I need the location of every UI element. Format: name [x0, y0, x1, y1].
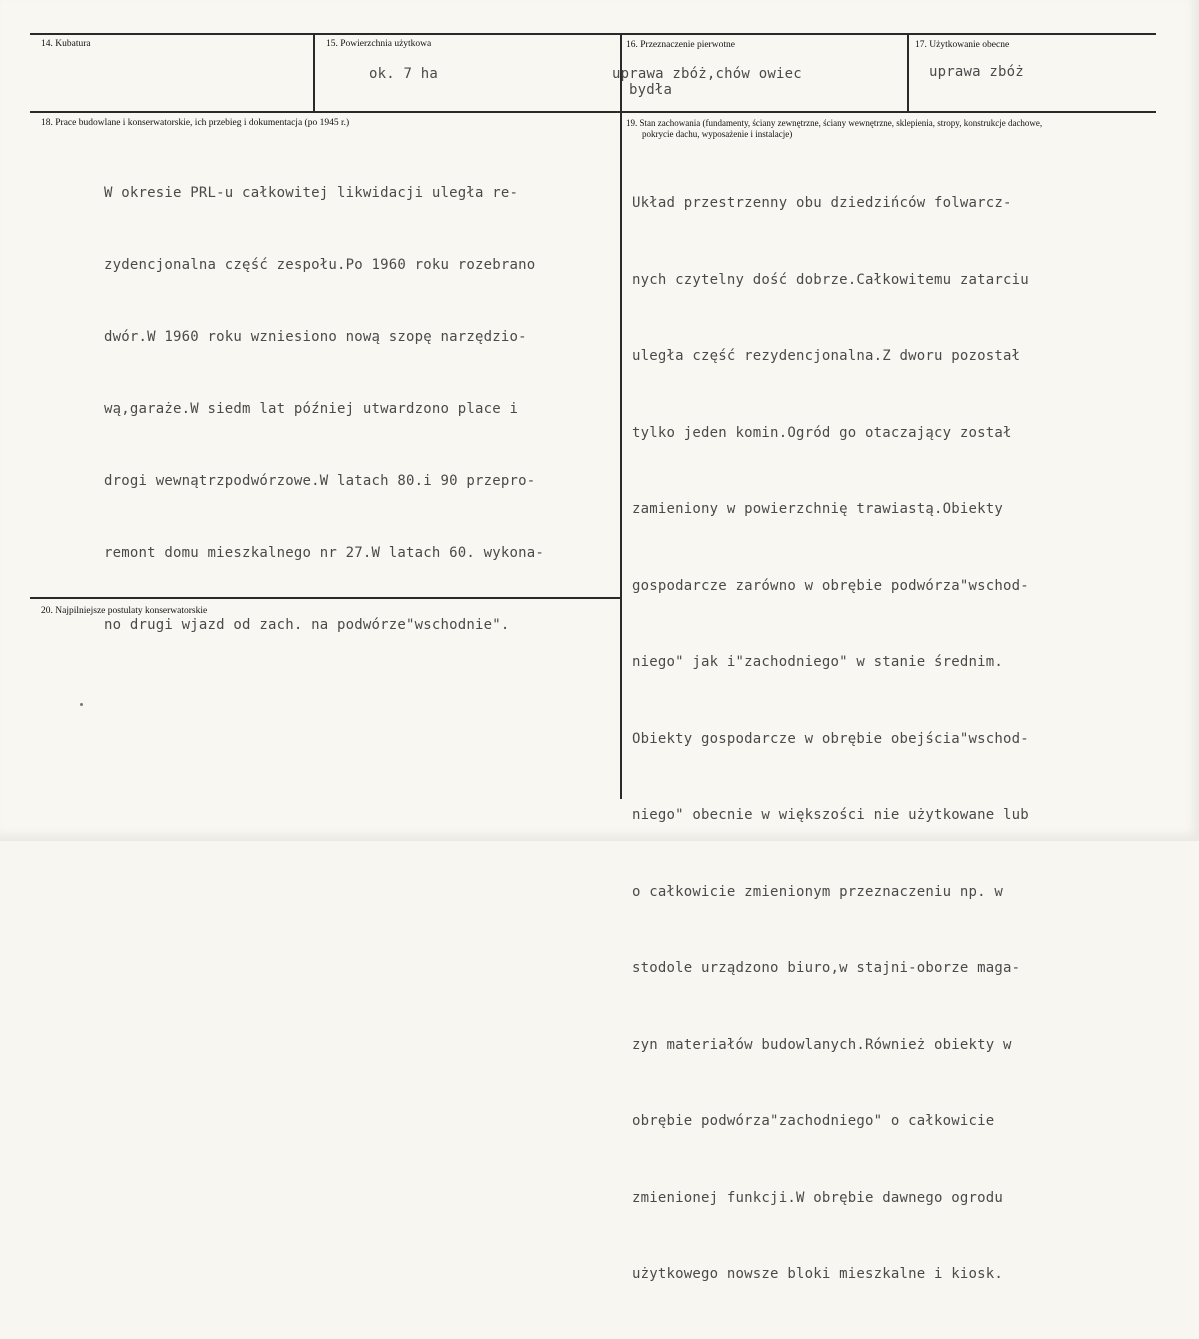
stan-label-line: 19. Stan zachowania (fundamenty, ściany zewnętrzne, ściany wewnętrzne, sklepienia, stropy, konstrukcje dachowe, [626, 118, 1043, 128]
prace-line: wą,garaże.W siedm lat później utwardzono place i [104, 401, 519, 417]
divider-17 [907, 33, 909, 113]
stan-label [626, 118, 1151, 140]
stan-line: niego" jak i"zachodniego" w stanie średnim. [632, 654, 1004, 670]
paper-speck [80, 703, 83, 706]
stan-text [632, 140, 1029, 1339]
powierzchnia-value: ok. 7 ha [369, 66, 439, 82]
postulaty-label: 20. Najpilniejsze postulaty konserwatorskie [41, 606, 208, 616]
przeznaczenie-line-1: uprawa zbóż,chów owiec [612, 66, 802, 82]
stan-line: niego" obecnie w większości nie użytkowane lub [632, 807, 1029, 823]
powierzchnia-label: 15. Powierzchnia użytkowa [326, 39, 432, 49]
prace-line: drogi wewnątrzpodwórzowe.W latach 80.i 90 przepro- [104, 473, 536, 489]
mid-rule [30, 111, 1156, 113]
stan-line: zamieniony w powierzchnię trawiastą.Obiekty [632, 501, 1004, 517]
prace-line: remont domu mieszkalnego nr 27.W latach 60. wykona- [104, 545, 545, 561]
stan-line: stodole urządzono biuro,w stajni-oborze maga- [632, 960, 1021, 976]
prace-label: 18. Prace budowlane i konserwatorskie, ich przebieg i dokumentacja (po 1945 r.) [41, 118, 350, 128]
stan-line: nych czytelny dość dobrze.Całkowitemu zatarciu [632, 271, 1029, 288]
uzytkowanie-value: uprawa zbóż [929, 64, 1024, 80]
prace-line: dwór.W 1960 roku wzniesiono nową szopę narzędzio- [104, 329, 527, 345]
uzytkowanie-label: 17. Użytkowanie obecne [915, 40, 1010, 50]
stan-line: gospodarcze zarówno w obrębie podwórza"wschod- [632, 577, 1029, 594]
prace-line: zydencjonalna część zespołu.Po 1960 roku rozebrano [104, 257, 536, 273]
stan-line: użytkowego nowsze bloki mieszkalne i kiosk. [632, 1266, 1004, 1282]
stan-label-line: pokrycie dachu, wyposażenie i instalacje) [642, 129, 793, 139]
divider-16 [620, 33, 622, 799]
stan-line: zyn materiałów budowlanych.Również obiekty w [632, 1036, 1012, 1053]
stan-line: tylko jeden komin.Ogród go otaczający został [632, 424, 1012, 441]
top-rule [30, 33, 1156, 35]
stan-line: uległa część rezydencjonalna.Z dworu pozostał [632, 348, 1021, 364]
przeznaczenie-label: 16. Przeznaczenie pierwotne [626, 40, 735, 50]
stan-line: zmienionej funkcji.W obrębie dawnego ogrodu [632, 1189, 1004, 1206]
przeznaczenie-line-2: bydła [629, 82, 673, 98]
stan-line: Obiekty gospodarcze w obrębie obejścia"wschod- [632, 730, 1029, 747]
stan-line: obrębie podwórza"zachodniego" o całkowicie [632, 1113, 995, 1129]
stan-line: o całkowicie zmienionym przeznaczeniu np. w [632, 883, 1004, 900]
prace-line: no drugi wjazd od zach. na podwórze"wschodnie". [104, 617, 510, 633]
divider-15 [313, 33, 315, 113]
prace-line: W okresie PRL-u całkowitej likwidacji uległa re- [104, 185, 519, 201]
prace-text [104, 133, 544, 685]
stan-line: Układ przestrzenny obu dziedzińców folwarcz- [632, 195, 1012, 211]
kubatura-label: 14. Kubatura [41, 39, 91, 49]
